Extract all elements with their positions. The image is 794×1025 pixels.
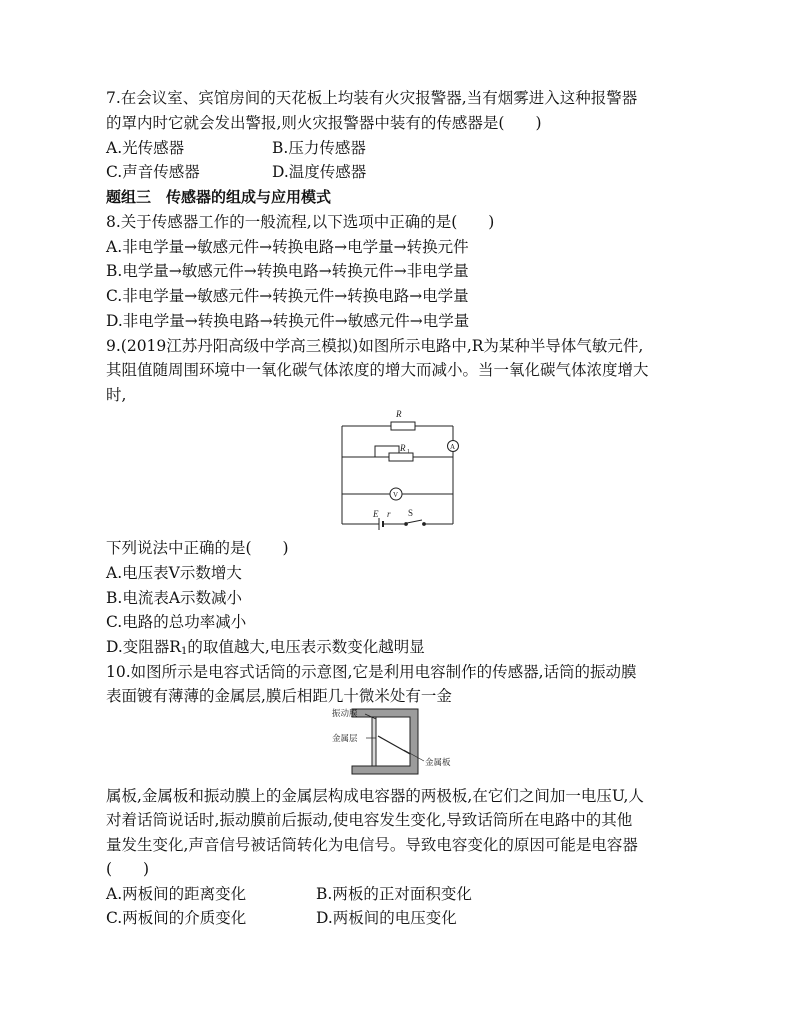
section-heading: 题组三 传感器的组成与应用模式 (106, 188, 332, 206)
q7-stem-line1: 7.在会议室、宾馆房间的天花板上均装有火灾报警器,当有烟雾进入这种报警器 (106, 89, 638, 107)
q8-option-c: C.非电学量→敏感元件→转换元件→转换电路→电学量 (106, 287, 469, 305)
label-e: E (373, 509, 379, 519)
q9-option-c: C.电路的总功率减小 (106, 613, 247, 631)
label-r-internal: r (387, 509, 391, 519)
q8-option-d: D.非电学量→转换电路→转换元件→敏感元件→电学量 (106, 312, 470, 330)
q10-stem-line5: 量发生变化,声音信号被话筒转化为电信号。导致电容变化的原因可能是电容器 (106, 836, 638, 854)
q10-option-c: C.两板间的介质变化 (106, 909, 247, 927)
q7-option-d: D.温度传感器 (272, 163, 367, 181)
label-r: R (396, 409, 402, 419)
q9-stem-line1: 9.(2019江苏丹阳高级中学高三模拟)如图所示电路中,R为某种半导体气敏元件, (106, 337, 644, 355)
q7-option-a: A.光传感器 (106, 139, 185, 157)
q9-stem-line3: 时, (106, 386, 127, 404)
q10-stem-line4: 对着话筒说话时,振动膜前后振动,使电容发生变化,导致话筒所在电路中的其他 (106, 811, 633, 829)
q8-stem: 8.关于传感器工作的一般流程,以下选项中正确的是( ) (106, 213, 495, 231)
q7-option-b: B.压力传感器 (272, 139, 366, 157)
q9-prompt: 下列说法中正确的是( ) (106, 539, 289, 557)
q9-option-d-post: 的取值越大,电压表示数变化越明显 (187, 638, 425, 656)
q9-option-d-sub: 1 (180, 646, 188, 657)
q9-circuit-diagram (330, 405, 470, 530)
diaphragm (372, 717, 376, 766)
label-ammeter: A (450, 443, 456, 451)
q8-option-a: A.非电学量→敏感元件→转换电路→电学量→转换元件 (106, 238, 469, 256)
label-metal-plate: 金属板 (425, 757, 451, 767)
q9-option-b: B.电流表A示数减小 (106, 589, 243, 607)
q10-option-b: B.两板的正对面积变化 (316, 885, 472, 903)
q10-microphone-diagram (332, 706, 472, 778)
label-r1-sub: 1 (407, 449, 410, 455)
q10-option-a: A.两板间的距离变化 (106, 885, 247, 903)
q10-stem-line2: 表面镀有薄薄的金属层,膜后相距几十微米处有一金 (106, 687, 452, 705)
q9-option-a: A.电压表V示数增大 (106, 564, 242, 582)
label-r1: R (400, 443, 406, 453)
q8-option-b: B.电学量→敏感元件→转换电路→转换元件→非电学量 (106, 262, 469, 280)
q10-option-d: D.两板间的电压变化 (316, 909, 457, 927)
label-voltmeter: V (393, 491, 399, 499)
resistor-r (391, 422, 415, 430)
q10-stem-line6: ( ) (106, 860, 150, 878)
q7-stem-line2: 的罩内时它就会发出警报,则火灾报警器中装有的传感器是( ) (106, 114, 542, 132)
label-s: S (408, 508, 414, 518)
q9-stem-line2: 其阻值随周围环境中一氧化碳气体浓度的增大而减小。当一氧化碳气体浓度增大 (106, 361, 649, 379)
label-metal-layer: 金属层 (332, 733, 358, 743)
q9-option-d-pre: D.变阻器R (106, 638, 181, 656)
q9-option-d (106, 637, 425, 662)
q10-stem-line1: 10.如图所示是电容式话筒的示意图,它是利用电容制作的传感器,话筒的振动膜 (106, 663, 637, 681)
label-diaphragm: 振动膜 (332, 708, 358, 718)
q7-option-c: C.声音传感器 (106, 163, 200, 181)
q10-stem-line3: 属板,金属板和振动膜上的金属层构成电容器的两极板,在它们之间加一电压U,人 (106, 787, 644, 805)
switch-s (407, 520, 422, 523)
